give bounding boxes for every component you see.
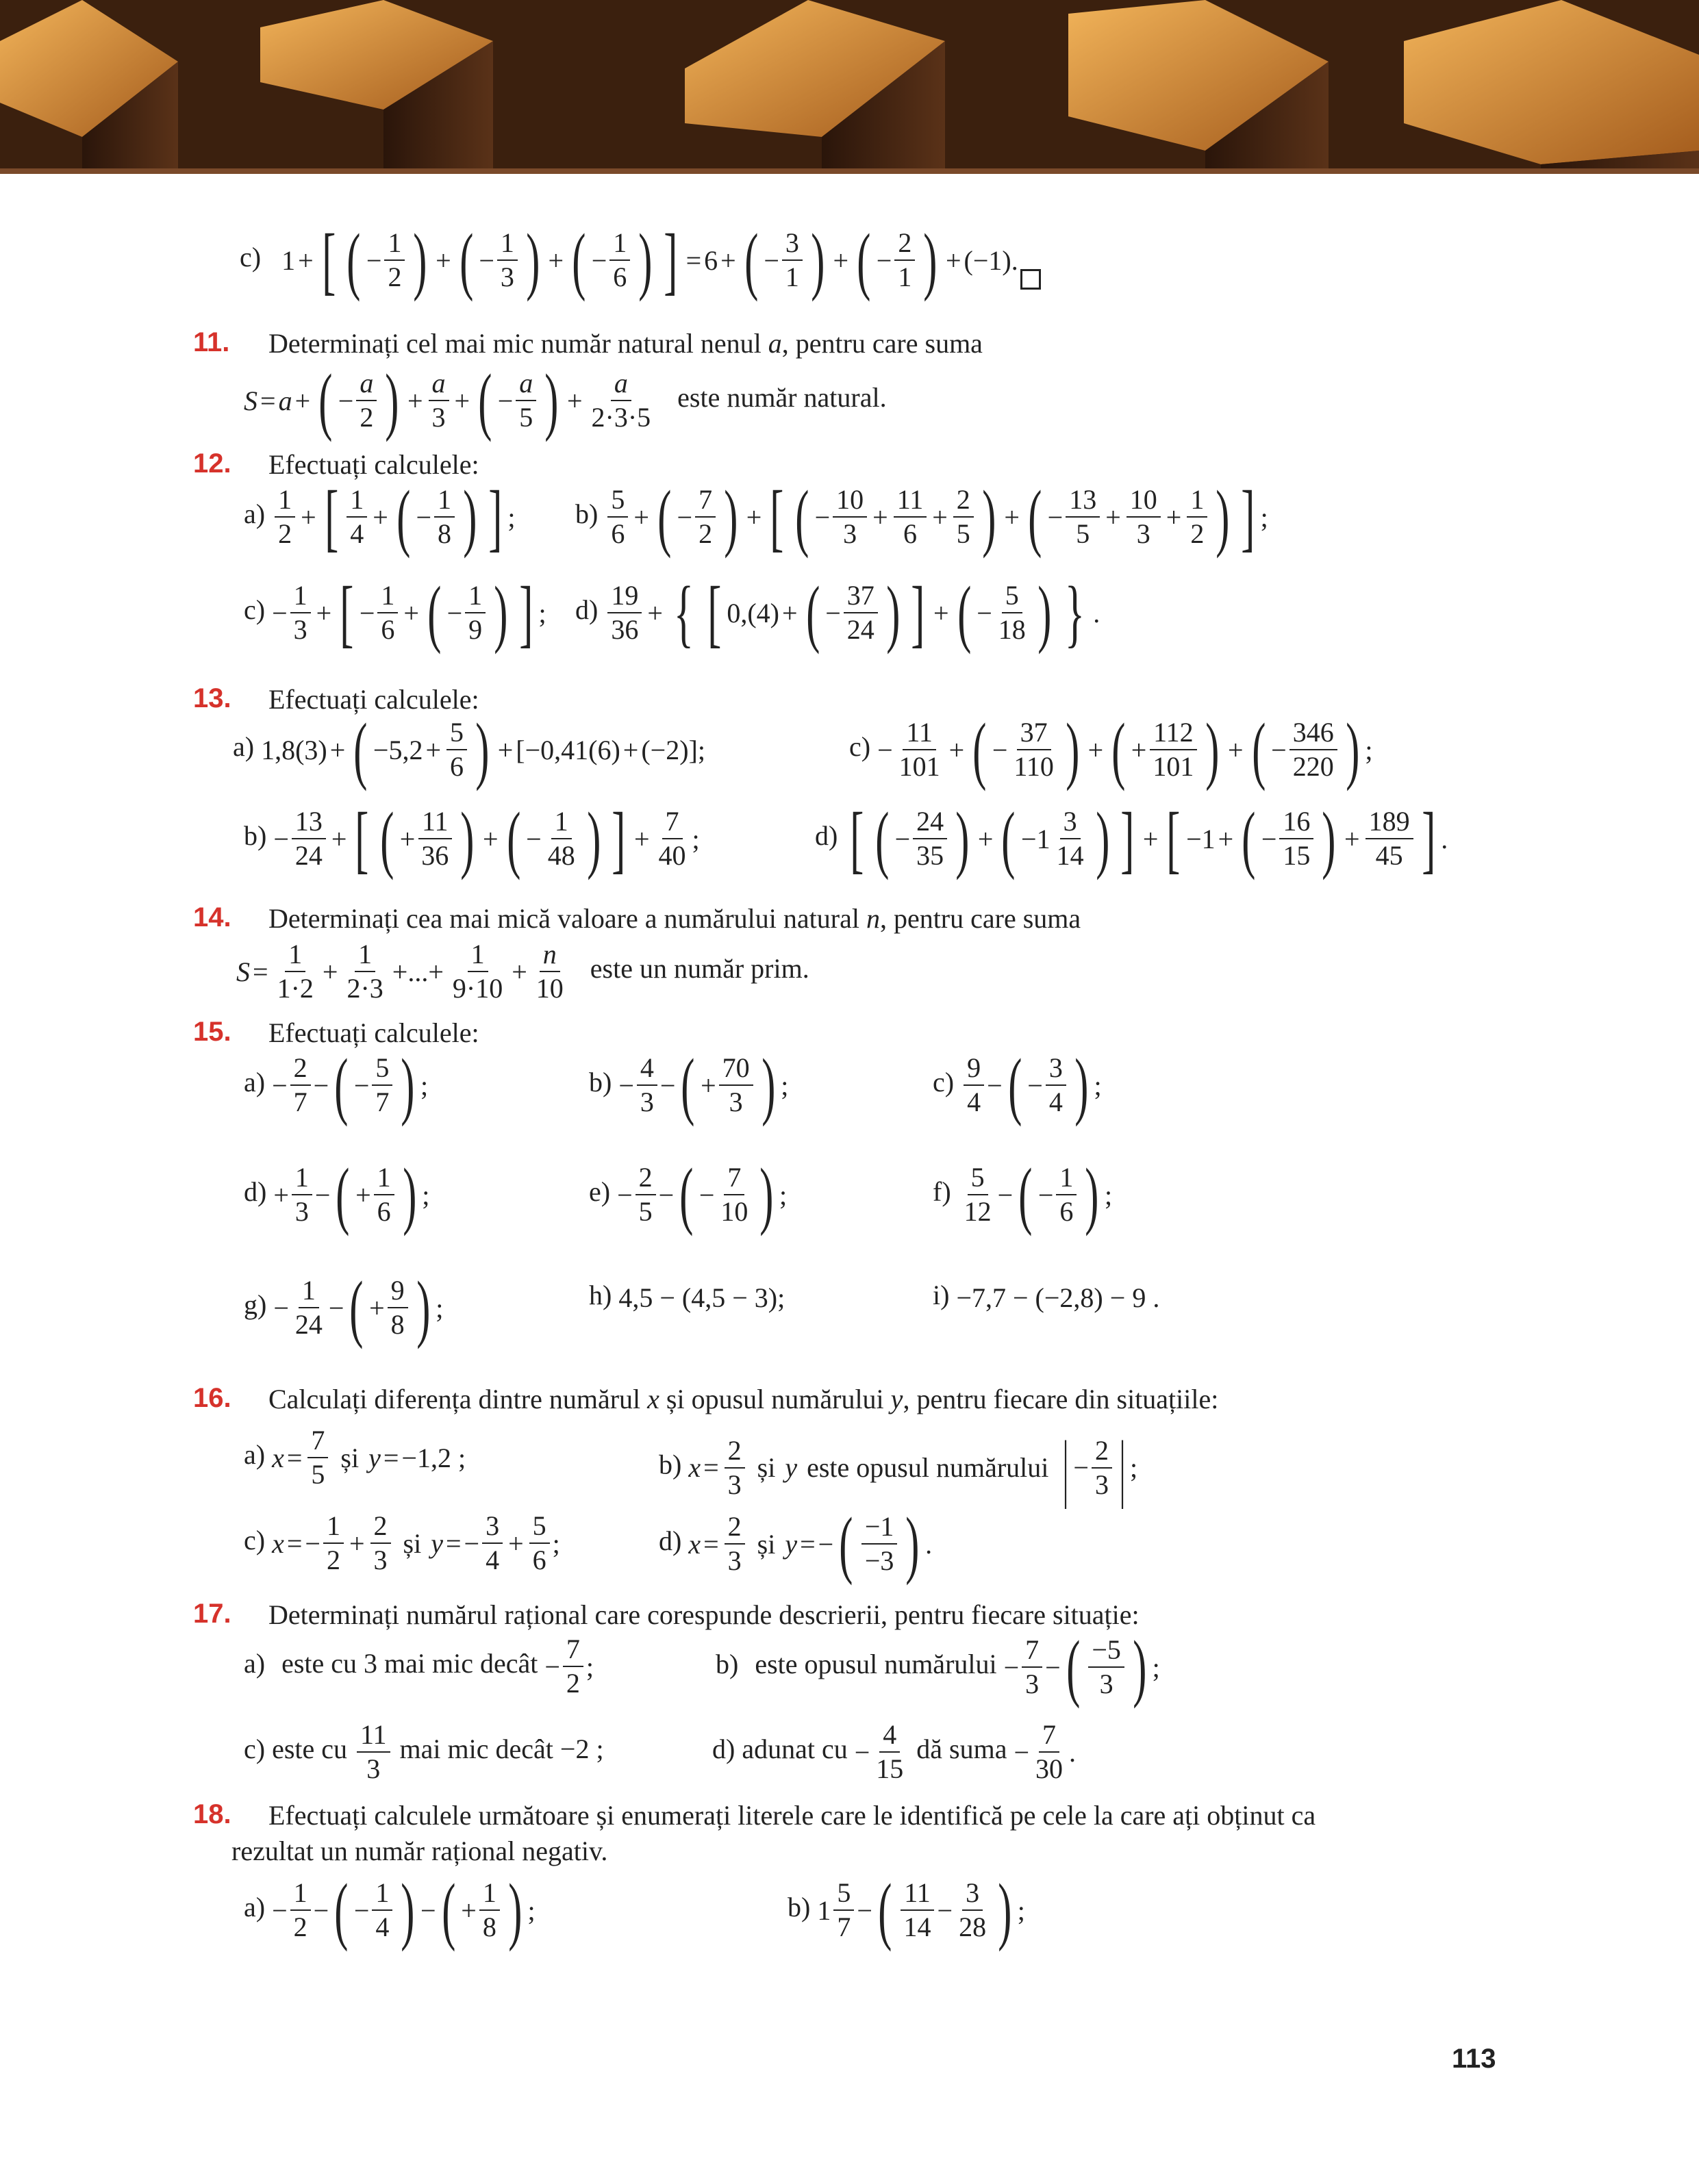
exercise-16c: c) x = − $\frac{1}{2}$ + $\frac{2}{3}$ și y = − $\frac{3}{4}$ + $\frac{5}{6}$ ; <box>244 1510 560 1575</box>
exercise-15f: f) $\frac{5}{12}$ − ( − $\frac{1}{6}$ ) ; <box>933 1153 1113 1236</box>
exercise-12a: a) $\frac{1}{2}$ + [ $\frac{1}{4}$ + ( − $\frac{1}{8}$ ) ] ; <box>244 475 516 559</box>
exercise-17b: b) este opusul numărului − $\frac{7}{3}$ − ( $\frac{-5}{3}$ ) ; <box>716 1625 1160 1709</box>
exercise-12-text: Efectuați calculele: <box>268 449 479 480</box>
cubes-illustration <box>0 0 1699 171</box>
exercise-number: 18. <box>193 1799 231 1829</box>
exercise-16b: b) x = $\frac{2}{3}$ și y este opusul numărului | − $\frac{2}{3}$ | ; <box>659 1425 1138 1509</box>
exercise-number: 17. <box>193 1599 231 1629</box>
exercise-13b: b) − $\frac{13}{24}$ + [ ( + $\frac{11}{36}$ ) + ( − $\frac{1}{48}$ ) ] + $\frac{7}{40}$ ; <box>244 797 700 880</box>
exercise-15g: g) − $\frac{1}{24}$ − ( + $\frac{9}{8}$ ) ; <box>244 1266 444 1349</box>
exercise-10c: c) 1 + [ ( − $\frac{1}{2}$ ) + ( − $\frac{1}{3}$ ) + ( − $\frac{1}{6}$ ) ] = 6 + ( − $\frac{3}{1}$ ) + ( − $\frac{2}{1}$ ) + (−1) . <box>240 218 1018 302</box>
exercise-12d: d) $\frac{19}{36}$ + { [ 0,(4) + ( − $\frac{37}{24}$ ) ] + ( − $\frac{5}{18}$ ) } . <box>575 571 1100 655</box>
exercise-number: 13. <box>193 683 231 713</box>
exercise-18-text-line2: rezultat un număr rațional negativ. <box>231 1836 608 1866</box>
page-number: 113 <box>1452 2044 1496 2074</box>
exercise-12c: c) − $\frac{1}{3}$ + [ − $\frac{1}{6}$ + ( − $\frac{1}{9}$ ) ] ; <box>244 571 546 655</box>
exercise-number: 15. <box>193 1017 231 1047</box>
exercise-15h: h) 4,5 − (4,5 − 3); <box>589 1280 785 1314</box>
exercise-15d: d) + $\frac{1}{3}$ − ( + $\frac{1}{6}$ ) ; <box>244 1153 430 1236</box>
item-label: c) <box>240 242 262 273</box>
exercise-13d: d) [ ( − $\frac{24}{35}$ ) + ( −1 $\frac{3}{14}$ ) ] + [ −1 + ( − $\frac{16}{15}$ ) + $\frac{189}{45}$ ] . <box>815 797 1448 880</box>
exercise-11-text: Determinați cel mai mic număr natural nenul a, pentru care suma <box>268 328 983 359</box>
exercise-number: 16. <box>193 1383 231 1413</box>
exercise-15i: i) −7,7 − (−2,8) − 9 . <box>933 1280 1160 1314</box>
exercise-18-text: Efectuați calculele următoare și enumerați literele care le identifică pe cele la care ați obținut ca <box>268 1800 1316 1831</box>
exercise-17-text: Determinați numărul rațional care corespunde descrierii, pentru fiecare situație: <box>268 1599 1140 1630</box>
exercise-15a: a) − $\frac{2}{7}$ − ( − $\frac{5}{7}$ ) ; <box>244 1043 429 1127</box>
exercise-12b: b) $\frac{5}{6}$ + ( − $\frac{7}{2}$ ) + [ ( − $\frac{10}{3}$ + $\frac{11}{6}$ + $\frac{2}{5}$ ) + ( − $\frac{13}{5}$ + $\frac{10}{3}$ + $\frac{1}{2}$ ) ] ; <box>575 475 1268 559</box>
exercise-16d: d) x = $\frac{2}{3}$ și y = − ( $\frac{-1}{-3}$ ) . <box>659 1502 933 1586</box>
header-banner-image <box>0 0 1699 171</box>
exercise-17a: a) este cu 3 mai mic decât − $\frac{7}{2}$ ; <box>244 1634 594 1699</box>
exercise-14-text: Determinați cea mai mică valoare a numărului natural n, pentru care suma <box>268 903 1081 934</box>
exercise-17d: d) adunat cu − $\frac{4}{15}$ dă suma − $\frac{7}{30}$ . <box>712 1719 1077 1784</box>
exercise-number: 11. <box>193 327 230 357</box>
exercise-15-text: Efectuați calculele: <box>268 1017 479 1048</box>
qed-square-icon <box>1020 269 1041 290</box>
exercise-13c: c) − $\frac{11}{101}$ + ( − $\frac{37}{110}$ ) + ( + $\frac{112}{101}$ ) + ( − $\frac{346}{220}$ ) ; <box>849 708 1373 791</box>
exercise-15b: b) − $\frac{4}{3}$ − ( + $\frac{70}{3}$ ) ; <box>589 1043 789 1127</box>
exercise-17c: c) este cu $\frac{11}{3}$ mai mic decât −2 ; <box>244 1719 604 1784</box>
exercise-14-formula: S = $\frac{1}{1\cdot 2}$ + $\frac{1}{2\cdot 3}$ +...+ $\frac{1}{9\cdot 10}$ + $\frac{n}{10}$ este un număr prim. <box>236 939 809 1004</box>
exercise-number: 14. <box>193 902 231 932</box>
exercise-13a: a) 1,8(3) + ( −5,2 + $\frac{5}{6}$ ) + [−0,41(6) + (−2)]; <box>233 708 705 791</box>
exercise-16a: a) x = $\frac{7}{5}$ și y = −1,2 ; <box>244 1425 466 1490</box>
header-rule <box>0 168 1699 174</box>
exercise-15e: e) − $\frac{2}{5}$ − ( − $\frac{7}{10}$ ) ; <box>589 1153 788 1236</box>
exercise-18a: a) − $\frac{1}{2}$ − ( − $\frac{1}{4}$ ) − ( + $\frac{1}{8}$ ) ; <box>244 1868 536 1952</box>
exercise-16-text: Calculați diferența dintre numărul x și opusul numărului y, pentru fiecare din situațiile: <box>268 1384 1219 1414</box>
exercise-18b: b) 1 $\frac{5}{7}$ − ( $\frac{11}{14}$ − $\frac{3}{28}$ ) ; <box>788 1868 1025 1952</box>
exercise-number: 12. <box>193 448 231 479</box>
exercise-13-text: Efectuați calculele: <box>268 684 479 715</box>
exercise-15c: c) $\frac{9}{4}$ − ( − $\frac{3}{4}$ ) ; <box>933 1043 1102 1127</box>
exercise-11-formula: S = a + ( − $\frac{a}{2}$ ) + $\frac{a}{3}$ + ( − $\frac{a}{5}$ ) + $\frac{a}{2\cdot 3\cdot 5}$ este număr natural. <box>244 359 887 442</box>
